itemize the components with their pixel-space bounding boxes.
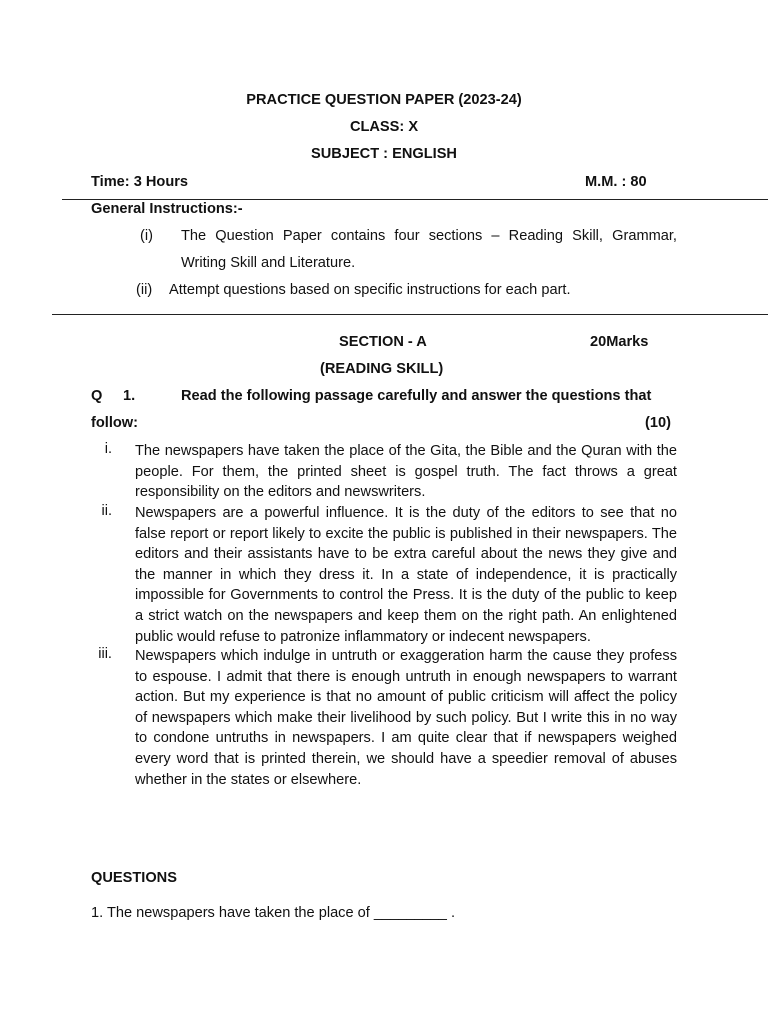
passage-paragraph: Newspapers are a powerful influence. It is the duty of the editors to see that no false report or report likely to excite the public is published in their newspapers. The editors and their assistants have to be extra careful about the news they give and the manner in which they dress it. In a state of independence, it is practically impossible for Governments to control the Press. It is the duty of the public to keep a strict watch on the newspapers and keep them on the right path. An enlightened public would refuse to patronize inflammatory or indecent newspapers.: [135, 505, 677, 645]
instruction-text: The Question Paper contains four sections – Reading Skill, Grammar,: [181, 228, 677, 244]
instruction-number: (i): [140, 228, 153, 244]
max-marks-label: M.M. : 80: [585, 174, 647, 190]
paper-title: PRACTICE QUESTION PAPER (2023-24): [246, 92, 522, 108]
question-number: 1.: [123, 388, 136, 404]
passage-paragraph: The newspapers have taken the place of the Gita, the Bible and the Quran with the people. For them, the printed sheet is gospel truth. The fact throws a great responsibility on the editors and newswriters.: [135, 443, 677, 501]
question-text: Read the following passage carefully and answer the questions that: [181, 388, 652, 404]
passage-number: ii.: [101, 503, 112, 519]
question-text-continued: follow:: [91, 415, 139, 431]
class-line: CLASS: X: [349, 119, 419, 135]
instruction-text-continued: Writing Skill and Literature.: [181, 255, 356, 271]
instructions-heading: General Instructions:-: [91, 201, 243, 217]
section-marks: 20Marks: [590, 334, 649, 350]
instruction-number: (ii): [136, 282, 153, 298]
subject-line: SUBJECT : ENGLISH: [311, 146, 457, 162]
section-divider: [52, 314, 768, 315]
header-divider: [62, 199, 768, 200]
question-marks: (10): [645, 415, 671, 431]
instruction-text: Attempt questions based on specific instructions for each part.: [169, 282, 571, 298]
section-subtitle: (READING SKILL): [320, 361, 444, 377]
question-item: 1. The newspapers have taken the place of _________ .: [91, 905, 456, 921]
question-label: Q: [91, 388, 103, 404]
questions-heading: QUESTIONS: [91, 870, 177, 886]
section-title: SECTION - A: [339, 334, 427, 350]
passage-number: i.: [104, 441, 112, 457]
time-label: Time: 3 Hours: [91, 174, 189, 190]
passage-paragraph: Newspapers which indulge in untruth or exaggeration harm the cause they profess to espouse. I admit that there is enough untruth in enough newspapers to warrant action. But my experience is that no amount of public criticism will affect the policy of newspapers which make their livelihood by such policy. But I write this in no way to condone untruths in newspapers. I am quite clear that if newspapers weighed every word that is printed therein, we should have a speedier removal of abuses whether in the states or elsewhere.: [135, 648, 677, 788]
passage-number: iii.: [98, 646, 112, 662]
